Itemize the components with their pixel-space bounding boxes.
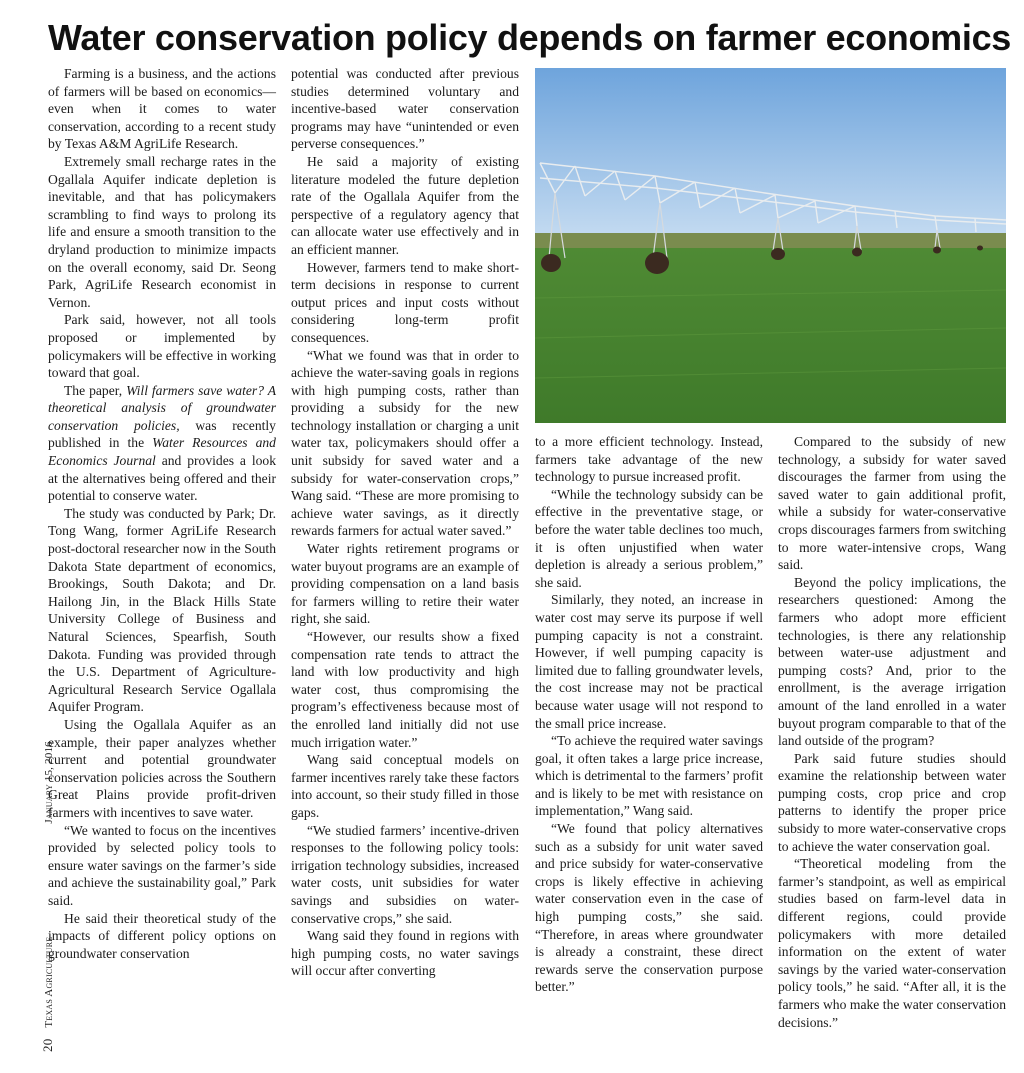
continued-paragraph: to a more efficient technology. Instead, farmers take advantage of the new technology to pursue increased profit.: [535, 434, 763, 485]
article-column-2: [291, 65, 519, 980]
irrigation-pivot-image: [535, 68, 1006, 423]
paper-title: Will farmers save water? A theoretical analysis of groundwater conservation policies,: [48, 382, 276, 433]
paragraph: “However, our results show a fixed compensation rate tends to attract the land with low productivity and high water cost, thus compromising the program’s effectiveness because most of the enrolled land initially did not use much irrigation water.”: [291, 629, 519, 750]
irrigation-photo: [535, 68, 1006, 423]
headline: Water conservation policy depends on farmer economics: [48, 17, 1012, 58]
paragraph: “What we found was that in order to achieve the water-saving goals in regions with high pumping costs, rather than providing a subsidy for the new technology installation or charging a unit water tax, policymakers should offer a unit subsidy for saved water and a subsidy for water-conservation crops,” Wang said. “These are more promising to achieve water savings, as it directly rewards farmers for actual water saved.”: [291, 347, 519, 539]
article-column-1: [48, 65, 276, 962]
paragraph: Extremely small recharge rates in the Ogallala Aquifer indicate depletion is inevitable, and that has policymakers scrambling to find ways to prolong its life and ensure a smooth transition to the dryland production to minimize impacts on the overall economy, said Dr. Seong Park, AgriLife Research economist in Vernon.: [48, 153, 276, 310]
publication-name: Texas Agriculture: [43, 936, 55, 1028]
paragraph: The study was conducted by Park; Dr. Tong Wang, former AgriLife Research post-doctoral researcher now in the South Dakota State department of economics, Brookings, South Dakota; and Dr. Hailong Jin, in the Black Hills State University College of Business and Natural Sciences, Spearfish, South Dakota. Funding was provided through the U.S. Department of Agriculture-Agricultural Research Service Ogallala Aquifer Program.: [48, 505, 276, 715]
paragraph: He said a majority of existing literature modeled the future depletion rate of the Ogallala Aquifer from the perspective of a regulatory agency that can allocate water use effectively and in an efficient manner.: [291, 153, 519, 257]
paragraph: “We wanted to focus on the incentives provided by selected policy tools to ensure water savings on the farmer’s side and achieve the sustainability goal,” Park said.: [48, 822, 276, 908]
paragraph: “We found that policy alternatives such as a subsidy for unit water saved and price subsidy for water-conservative crops is likely effective in achieving water conservation even in the case of high pumping costs,” she said. “Therefore, in areas where groundwater is already a constraint, these direct rewards serve the conservation purpose better.”: [535, 821, 763, 995]
paragraph: Wang said conceptual models on farmer incentives rarely take these factors into account, so their study filled in those gaps.: [291, 752, 519, 820]
paragraph: Wang said they found in regions with high pumping costs, no water savings will occur after converting: [291, 928, 519, 979]
paragraph: Using the Ogallala Aquifer as an example, their paper analyzes whether current and potential groundwater conservation policies across the Southern Great Plains provide profit-driven farmers with incentives to save water.: [48, 716, 276, 820]
issue-date: January 15, 2016: [43, 741, 55, 824]
paragraph: “While the technology subsidy can be effective in the preventative stage, or before the water table declines too much, it is often unjustified when water depletion is already a serious problem,” she said.: [535, 486, 763, 590]
paragraph: Similarly, they noted, an increase in water cost may serve its purpose if well pumping capacity is not a constraint. However, if well pumping capacity is limited due to falling groundwater levels, the cost increase may not be practical because water usage will not respond to the small price increase.: [535, 592, 763, 731]
paragraph: Park said future studies should examine the relationship between water pumping costs, crop price and crop patterns to identify the proper price subsidy to more water-conservative crops to achieve the water conservation goal.: [778, 750, 1006, 854]
journal-title: Water Resources and Economics Journal: [48, 435, 276, 469]
text-run: and provides a look at the alternatives being offered and their potential to conserve water.: [48, 453, 276, 504]
paragraph: Park said, however, not all tools proposed or implemented by policymakers will be effective in working toward that goal.: [48, 312, 276, 381]
paragraph: Water rights retirement programs or water buyout programs are an example of providing compensation on a land basis for farmers willing to retire their water right, she said.: [291, 541, 519, 627]
paragraph: “Theoretical modeling from the farmer’s standpoint, as well as empirical studies based on farm-level data in different regions, could provide policymakers with more detailed information on the extent of water savings by the varied water-conservation policy tools,” he said. “After all, it is the farmers who make the water conservation decisions.”: [778, 856, 1006, 1030]
paragraph: Compared to the subsidy of new technology, a subsidy for water saved discourages the farmer from using the saved water to gain additional profit, while a subsidy for water-conservative crops discourages farmers from switching to more water-intensive crops, Wang said.: [778, 434, 1007, 573]
article-column-4: [778, 433, 1006, 1031]
paragraph: However, farmers tend to make short-term decisions in response to current output prices and input costs without considering long-term profit consequences.: [291, 259, 519, 345]
text-run: was recently published in the: [48, 417, 276, 451]
paragraph: Farming is a business, and the actions of farmers will be based on economics—even when it comes to water conservation, according to a recent study by Texas A&M AgriLife Research.: [48, 66, 276, 152]
paper-paragraph: [48, 382, 276, 505]
paragraph: He said their theoretical study of the impacts of different policy options on groundwater conservation: [48, 910, 276, 961]
continued-paragraph: potential was conducted after previous studies determined voluntary and incentive-based water conservation programs may have “unintended or even perverse consequences.”: [291, 66, 519, 152]
page-number: 20: [40, 1038, 55, 1052]
text-run: The paper,: [64, 382, 127, 398]
paragraph: “To achieve the required water savings goal, it often takes a large price increase, which is detrimental to the farmers’ profit and is likely to be met with resistance on implementation,” Wang said.: [535, 733, 763, 819]
page-folio: [40, 741, 56, 1052]
article-column-3: [535, 433, 763, 996]
paragraph: “We studied farmers’ incentive-driven responses to the following policy tools: irrigation technology subsidies, increased water costs, unit subsidies for water savings and subsidies on water-conservative crops,” she said.: [291, 822, 519, 926]
paragraph: Beyond the policy implications, the researchers questioned: Among the farmers who adopt more efficient technologies, is there any relationship between water-use adjustment and pumping costs? And, prior to the enrollment, is the average irrigation amount of the land enrolled in a water buyout program comparable to that of the land outside of the program?: [778, 574, 1006, 749]
